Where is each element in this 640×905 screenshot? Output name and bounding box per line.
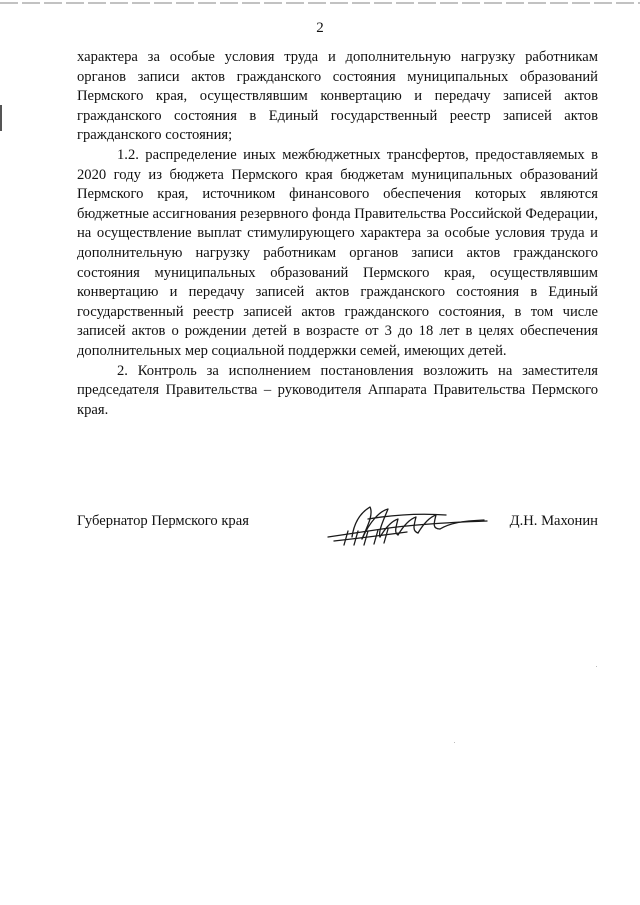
signatory-title: Губернатор Пермского края (77, 513, 249, 529)
left-scan-mark (0, 105, 2, 131)
scan-speck (596, 666, 597, 667)
handwritten-signature (322, 501, 492, 553)
paragraph-item-1-2: 1.2. распределение иных межбюджетных трансфертов, предоставляемых в 2020 году из бюджета Пермского края бюджетам муниципальных образований Пермского края, источником финансового обеспечения которых являются бюджетные ассигнования резервного фонда Правительства Российской Федерации, на осуществление выплат стимулирующего характера за особые условия труда и дополнительную нагрузку работникам органов записи актов гражданского состояния муниципальных образований Пермского края, осуществлявшим конвертацию и передачу записей актов гражданского состояния в Единый государственный реестр записей актов гражданского состояния, в том числе записей актов о рождении детей в возрасте от 3 до 18 лет в целях обеспечения дополнительных мер социальной поддержки семей, имеющих детей. (77, 146, 598, 359)
signature-block (77, 513, 598, 553)
paragraph-item-2: 2. Контроль за исполнением постановления возложить на заместителя председателя Правительства – руководителя Аппарата Правительства Пермского края. (77, 362, 598, 418)
scan-speck (454, 742, 455, 743)
paragraph-continuation: характера за особые условия труда и дополнительную нагрузку работникам органов записи актов гражданского состояния муниципальных образований Пермского края, осуществлявшим конвертацию и передачу записей актов гражданского состояния в Единый государственный реестр записей актов гражданского состояния; (77, 49, 598, 144)
top-scan-edge (0, 2, 640, 4)
signatory-name: Д.Н. Махонин (509, 513, 598, 529)
document-body (77, 48, 598, 420)
page-number: 2 (316, 20, 324, 36)
